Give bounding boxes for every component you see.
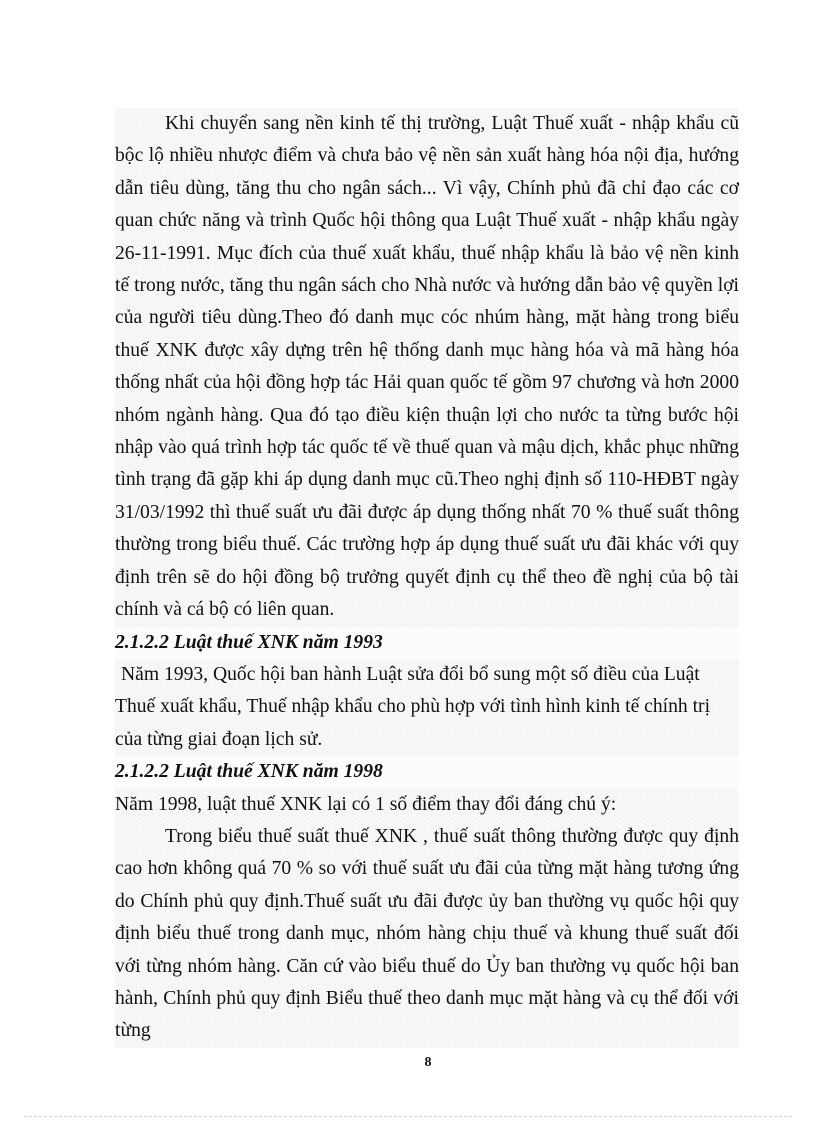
section-heading-1993: 2.1.2.2 Luật thuế XNK năm 1993 (115, 627, 739, 659)
document-body (115, 108, 739, 1048)
page-number: 8 (424, 1055, 432, 1070)
paragraph-tax-law-1993: Năm 1993, Quốc hội ban hành Luật sửa đổi bổ sung một số điều của Luật Thuế xuất khẩu, Thuế nhập khẩu cho phù hợp với tình hình kinh tế chính trị của từng giai đoạn lịch sử. (115, 659, 739, 756)
section-heading-1998: 2.1.2.2 Luật thuế XNK năm 1998 (115, 756, 739, 788)
paragraph-tax-law-1998-intro: Năm 1998, luật thuế XNK lại có 1 số điểm thay đổi đáng chú ý: (115, 789, 739, 821)
page-footer-divider (24, 1116, 792, 1117)
paragraph-tax-rate-schedule: Trong biểu thuế suất thuế XNK , thuế suất thông thường được quy định cao hơn không quá 70 % so với thuế suất ưu đãi của từng mặt hàng tương ứng do Chính phủ quy định.Thuế suất ưu đãi được ủy ban thường vụ quốc hội quy định biểu thuế trong danh mục, nhóm hàng chịu thuế và khung thuế suất đối với từng nhóm hàng. Căn cứ vào biểu thuế do Ủy ban thường vụ quốc hội ban hành, Chính phủ quy định Biểu thuế theo danh mục mặt hàng và cụ thể đối với từng (115, 821, 739, 1048)
paragraph-tax-law-1991: Khi chuyển sang nền kinh tế thị trường, Luật Thuế xuất - nhập khẩu cũ bộc lộ nhiều nhược điểm và chưa bảo vệ nền sản xuất hàng hóa nội địa, hướng dẫn tiêu dùng, tăng thu cho ngân sách... Vì vậy, Chính phủ đã chỉ đạo các cơ quan chức năng và trình Quốc hội thông qua Luật Thuế xuất - nhập khẩu ngày 26-11-1991. Mục đích của thuế xuất khẩu, thuế nhập khẩu là bảo vệ nền kinh tế trong nước, tăng thu ngân sách cho Nhà nước và hướng dẫn bảo vệ quyền lợi của người tiêu dùng.Theo đó danh mục cóc nhúm hàng, mặt hàng trong biểu thuế XNK được xây dựng trên hệ thống danh mục hàng hóa và mã hàng hóa thống nhất của hội đồng hợp tác Hải quan quốc tế gồm 97 chương và hơn 2000 nhóm ngành hàng. Qua đó tạo điều kiện thuận lợi cho nước ta từng bước hội nhập vào quá trình hợp tác quốc tế về thuế quan và mậu dịch, khắc phục những tình trạng đã gặp khi áp dụng danh mục cũ.Theo nghị định số 110-HĐBT ngày 31/03/1992 thì thuế suất ưu đãi được áp dụng thống nhất 70 % thuế suất thông thường trong biểu thuế. Các trường hợp áp dụng thuế suất ưu đãi khác với quy định trên sẽ do hội đồng bộ trưởng quyết định cụ thể theo đề nghị của bộ tài chính và cá bộ có liên quan. (115, 108, 739, 627)
